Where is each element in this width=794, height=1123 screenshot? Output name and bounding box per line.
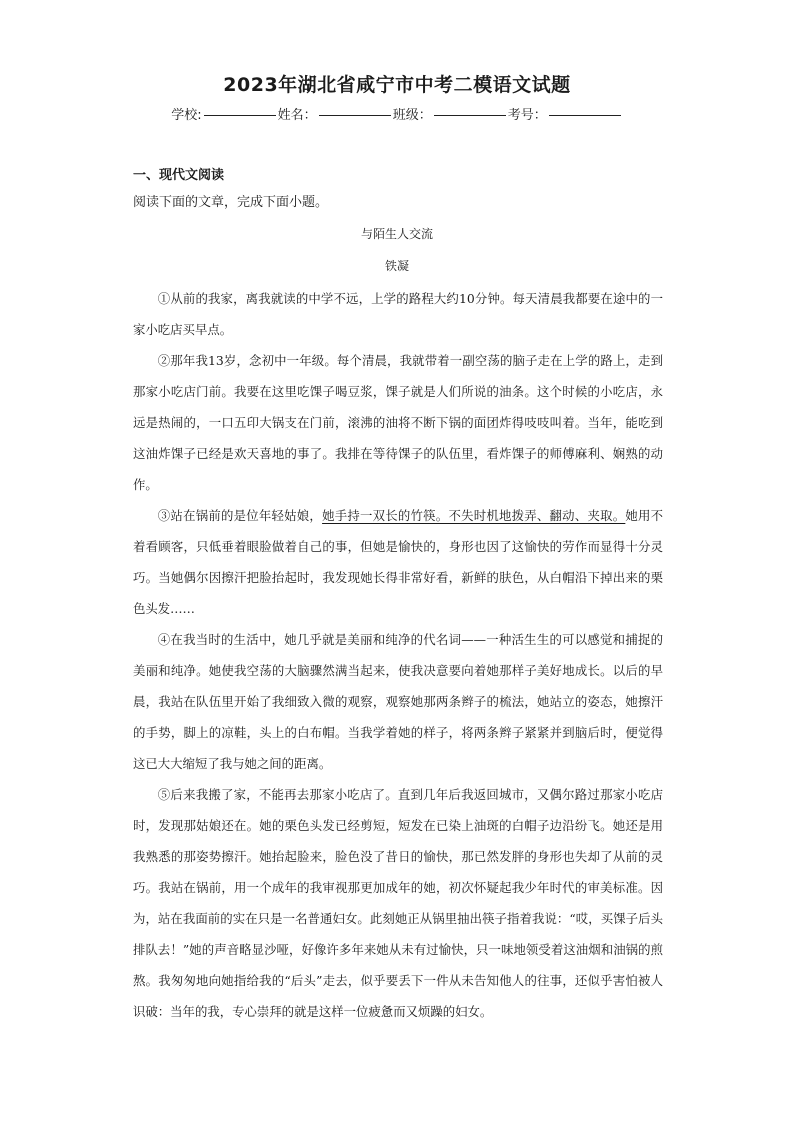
- name-label: 姓名：: [277, 108, 317, 123]
- student-info-row: [0, 104, 794, 123]
- article-body: [133, 283, 663, 1027]
- section-heading: 一、现代文阅读: [133, 168, 225, 183]
- exam-number-label: 考号：: [507, 108, 547, 123]
- paragraph-4: ④在我当时的生活中，她几乎就是美丽和纯净的代名词——一种活生生的可以感觉和捕捉的美丽和纯净。她使我空荡的大脑骤然满当起来，使我决意要向着她那样子美好地成长。以后的早晨，我站在队伍里开始了我细致入微的观察，观察她那两条辫子的梳法，她站立的姿态，她擦汗的手势，脚上的凉鞋，头上的白布帽。当我学着她的样子，将两条辫子紧紧并到脑后时，便觉得这已大大缩短了我与她之间的距离。: [133, 632, 663, 771]
- school-blank: [204, 115, 276, 116]
- underlined-sentence: 她手持一双长的竹筷。不失时机地拨弄、翻动、夹取。: [322, 508, 626, 523]
- paragraph-3-intro: ③站在锅前的是位年轻姑娘，: [157, 508, 323, 523]
- paragraph-3-rest: 她用不着看顾客，只低垂着眼脸做着自己的事，但她是愉快的，身形也因了这愉快的劳作而显得十分灵巧。当她偶尔因擦汗把脸抬起时，我发现她长得非常好看，新鲜的肤色，从白帽沿下掉出来的栗色头发……: [133, 508, 664, 616]
- name-blank: [319, 115, 391, 116]
- article-title: 与陌生人交流: [360, 227, 433, 241]
- exam-number-blank: [549, 115, 621, 116]
- paragraph-3: [133, 500, 663, 624]
- school-label: 学校:: [171, 108, 202, 123]
- paragraph-1: ①从前的我家，离我就读的中学不远，上学的路程大约10分钟。每天清晨我都要在途中的一家小吃店买早点。: [133, 291, 663, 337]
- class-label: 班级：: [392, 108, 432, 123]
- paragraph-2: ②那年我13岁，念初中一年级。每个清晨，我就带着一副空荡的脑子走在上学的路上，走到那家小吃店门前。我要在这里吃馃子喝豆浆，馃子就是人们所说的油条。这个时候的小吃店，永远是热闹的，一口五印大锅支在门前，滚沸的油将不断下锅的面团炸得吱吱叫着。当年，能吃到这油炸馃子已经是欢天喜地的事了。我排在等待馃子的队伍里，看炸馃子的师傅麻利、娴熟的动作。: [133, 353, 663, 492]
- paragraph-5: ⑤后来我搬了家，不能再去那家小吃店了。直到几年后我返回城市，又偶尔路过那家小吃店时，发现那姑娘还在。她的栗色头发已经剪短，短发在已染上油斑的白帽子边沿纷飞。她还是用我熟悉的那姿势擦汗。她抬起脸来，脸色没了昔日的愉快，那已然发胖的身形也失却了从前的灵巧。我站在锅前，用一个成年的我审视那更加成年的她，初次怀疑起我少年时代的审美标准。因为，站在我面前的实在只是一名普通妇女。此刻她正从锅里抽出筷子指着我说：“哎，买馃子后头排队去！”她的声音略显沙哑，好像许多年来她从未有过愉快，只一味地领受着这油烟和油锅的煎熬。我匆匆地向她指给我的“后头”走去，似乎要丢下一件从未告知他人的往事，还似乎害怕被人识破：当年的我，专心崇拜的就是这样一位疲惫而又烦躁的妇女。: [133, 787, 663, 1019]
- exam-title: 2023年湖北省咸宁市中考二模语文试题: [223, 74, 571, 96]
- article-author: 铁凝: [384, 259, 409, 273]
- section-instruction: 阅读下面的文章，完成下面小题。: [133, 195, 329, 210]
- class-blank: [434, 115, 506, 116]
